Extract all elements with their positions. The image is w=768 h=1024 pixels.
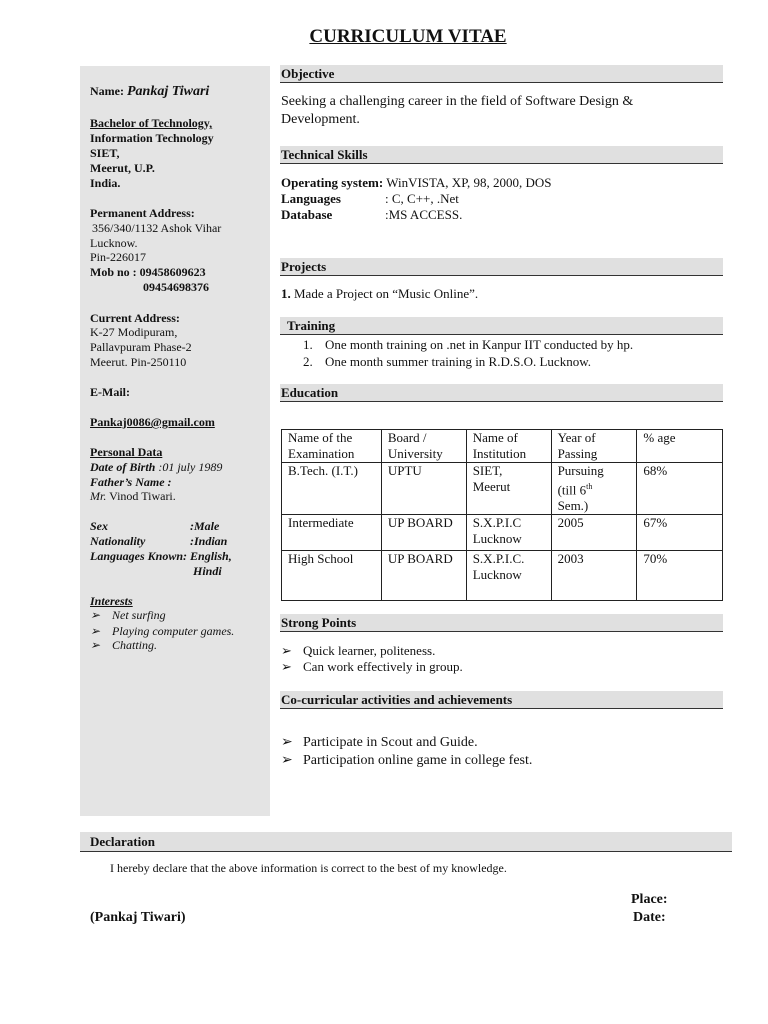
curr-address-line2: Pallavpuram Phase-2 (90, 340, 192, 354)
languages-skill-label: Languages (281, 191, 341, 206)
table-cell: S.X.P.I.C. Lucknow (466, 551, 551, 601)
cocurricular-item: ➢ Participate in Scout and Guide. (281, 735, 478, 750)
curr-address-line3: Meerut. Pin-250110 (90, 355, 187, 369)
table-cell: 2003 (551, 551, 637, 601)
dob-value: :01 july 1989 (158, 460, 223, 474)
table-cell: 67% (637, 515, 723, 551)
perm-address-pin: Pin-226017 (90, 250, 147, 264)
arrow-bullet-icon: ➢ (90, 638, 101, 652)
languages-skill-value: : C, C++, .Net (385, 191, 459, 206)
table-row (282, 515, 723, 551)
declaration-text: I hereby declare that the above information is correct to the best of my knowledge. (110, 861, 507, 875)
languages-value1: English, (190, 549, 232, 563)
table-cell: UP BOARD (381, 515, 466, 551)
table-cell: % age (637, 430, 723, 463)
database-value: :MS ACCESS. (385, 207, 463, 222)
place-label: Place: (631, 892, 668, 907)
languages-value2: Hindi (193, 564, 222, 578)
objective-line1: Seeking a challenging career in the field of Software Design & (281, 94, 634, 109)
table-cell: Board / University (381, 430, 466, 463)
technical-skills-heading: Technical Skills (280, 146, 723, 164)
degree-line1: Bachelor of Technology, (90, 116, 213, 130)
father-prefix: Mr. (90, 489, 107, 503)
project-text: Made a Project on “Music Online”. (294, 286, 479, 301)
curr-address-line1: K-27 Modipuram, (90, 325, 178, 339)
languages-line (90, 549, 232, 564)
mobile-2: 09454698376 (143, 280, 209, 294)
mobile-label: Mob no : (90, 265, 137, 279)
country: India. (90, 176, 121, 190)
project-num: 1. (281, 286, 291, 301)
nationality-value: :Indian (190, 534, 228, 548)
strong-point-item: ➢ Can work effectively in group. (281, 659, 463, 674)
table-cell: SIET, Meerut (466, 463, 551, 515)
os-value: WinVISTA, XP, 98, 2000, DOS (386, 175, 552, 190)
page-title: CURRICULUM VITAE (309, 26, 507, 47)
cocurricular-heading: Co-curricular activities and achievements (280, 691, 723, 709)
father-line (90, 489, 176, 504)
education-heading: Education (280, 384, 723, 402)
table-cell: Intermediate (282, 515, 382, 551)
strong-point-item: ➢ Quick learner, politeness. (281, 643, 436, 658)
objective-line2: Development. (281, 112, 360, 127)
arrow-bullet-icon: ➢ (90, 624, 101, 638)
dob-line (90, 460, 222, 475)
perm-address-line1: 356/340/1132 Ashok Vihar (92, 221, 222, 235)
objective-heading: Objective (280, 65, 723, 83)
name-line (90, 84, 209, 99)
mobile-line (90, 265, 206, 280)
table-cell: UPTU (381, 463, 466, 515)
cocurricular-item: ➢ Participation online game in college fest. (281, 753, 533, 768)
table-cell: Pursuing (till 6th Sem.) (551, 463, 637, 515)
table-cell: S.X.P.I.C Lucknow (466, 515, 551, 551)
project-item (281, 285, 478, 302)
arrow-bullet-icon: ➢ (281, 643, 292, 658)
table-row (282, 463, 723, 515)
strong-points-heading: Strong Points (280, 614, 723, 632)
projects-heading: Projects (280, 258, 723, 276)
interest-item: ➢ Chatting. (90, 638, 158, 652)
os-line (281, 174, 551, 191)
name-value: Pankaj Tiwari (126, 84, 210, 99)
sex-label: Sex (90, 519, 108, 533)
dob-label: Date of Birth (90, 460, 156, 474)
declaration-heading: Declaration (80, 832, 732, 852)
training-heading: Training (280, 317, 723, 335)
languages-label: Languages Known: (90, 549, 188, 563)
table-cell: 2005 (551, 515, 637, 551)
table-cell: Name of Institution (466, 430, 551, 463)
arrow-bullet-icon: ➢ (281, 735, 293, 750)
personal-data-label: Personal Data (90, 445, 163, 459)
table-cell: High School (282, 551, 382, 601)
mobile-1: 09458609623 (139, 265, 206, 279)
name-label: Name: (90, 84, 124, 98)
college: SIET, (90, 146, 120, 160)
perm-address-line2: Lucknow. (90, 236, 138, 250)
database-label: Database (281, 207, 333, 222)
education-table (281, 429, 723, 601)
interests-label: Interests (90, 594, 133, 608)
perm-address-label: Permanent Address: (90, 206, 195, 220)
signature-name: (Pankaj Tiwari) (90, 910, 186, 925)
table-cell: B.Tech. (I.T.) (282, 463, 382, 515)
table-cell: UP BOARD (381, 551, 466, 601)
email-label: E-Mail: (90, 385, 130, 399)
training-item: 2. One month summer training in R.D.S.O. Lucknow. (303, 354, 591, 369)
interest-item: ➢ Net surfing (90, 608, 166, 622)
arrow-bullet-icon: ➢ (281, 659, 292, 674)
arrow-bullet-icon: ➢ (281, 753, 293, 768)
city: Meerut, U.P. (90, 161, 155, 175)
arrow-bullet-icon: ➢ (90, 608, 101, 622)
table-cell: Name of the Examination (282, 430, 382, 463)
father-label: Father’s Name : (90, 475, 172, 489)
degree-line2: Information Technology (90, 131, 214, 145)
table-cell: Year of Passing (551, 430, 637, 463)
os-label: Operating system: (281, 175, 384, 190)
training-item: 1. One month training on .net in Kanpur IIT conducted by hp. (303, 337, 634, 352)
table-row (282, 551, 723, 601)
father-value: Vinod Tiwari. (109, 489, 176, 503)
nationality-label: Nationality (90, 534, 146, 548)
interest-item: ➢ Playing computer games. (90, 624, 235, 638)
date-label: Date: (633, 910, 666, 925)
sex-value: :Male (190, 519, 220, 533)
table-cell: 68% (637, 463, 723, 515)
curr-address-label: Current Address: (90, 311, 180, 325)
table-cell: 70% (637, 551, 723, 601)
table-header-row (282, 430, 723, 463)
email-link[interactable]: Pankaj0086@gmail.com (90, 415, 215, 429)
